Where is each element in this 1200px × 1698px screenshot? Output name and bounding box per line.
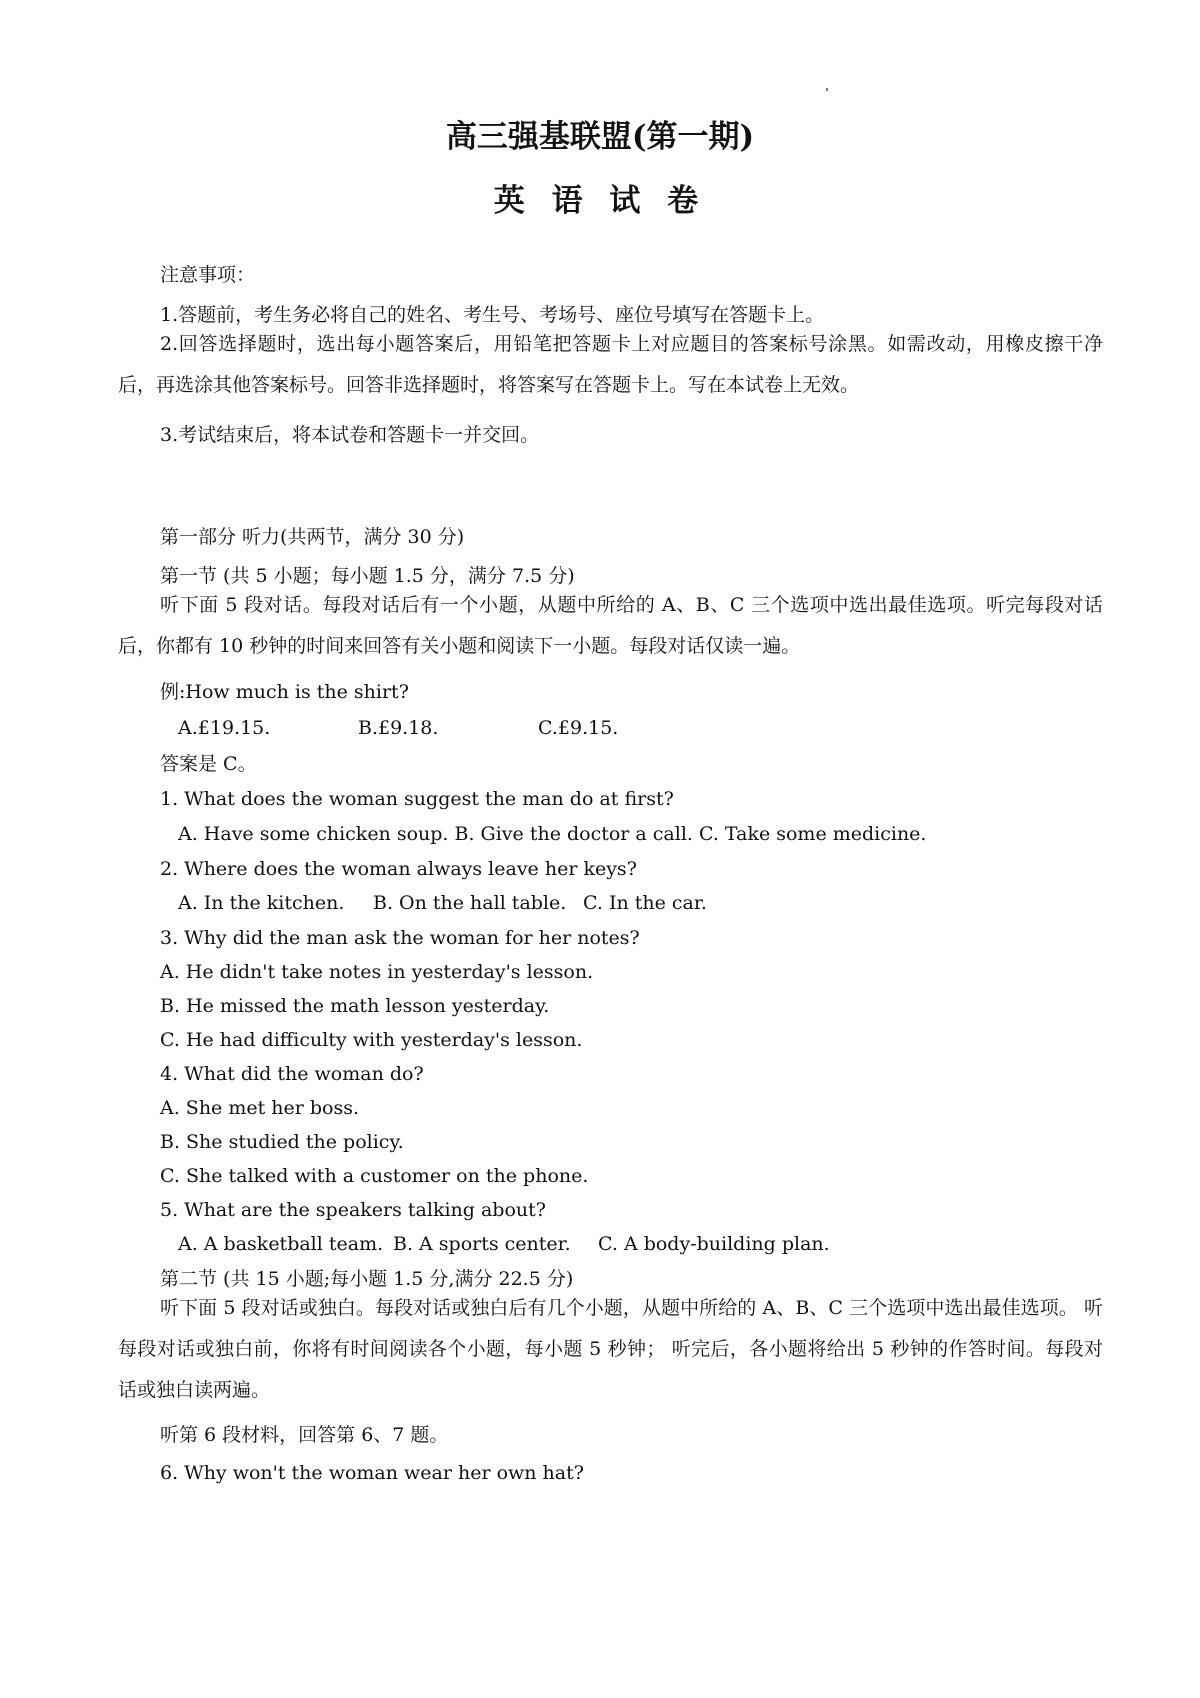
question-3-option-b: B. He missed the math lesson yesterday. — [160, 995, 550, 1017]
scan-dot-mark — [826, 88, 828, 91]
question-2-options — [178, 890, 707, 916]
notice-item-1: 1.答题前，考生务必将自己的姓名、考生号、考场号、座位号填写在答题卡上。 — [160, 304, 825, 326]
question-2: 2. Where does the woman always leave her keys? — [160, 858, 637, 880]
question-3-option-a: A. He didn't take notes in yesterday's lesson. — [160, 961, 594, 983]
notice-heading: 注意事项： — [160, 264, 256, 286]
section2-instructions: 听下面 5 段对话或独白。每段对话或独白后有几个小题，从题中所给的 A、B、C 三个选项中选出最佳选项。 听每段对话或独白前，你将有时间阅读各个小题，每小题 5 秒钟； 听完后，各小题将给出 5 秒钟的作答时间。每段对话或独白读两遍。 — [118, 1297, 1103, 1401]
question-2-option-c: C. In the car. — [583, 892, 707, 914]
question-2-option-b: B. On the hall table. — [373, 892, 567, 914]
example-option-b: B.£9.18. — [358, 717, 439, 739]
example-option-c: C.£9.15. — [538, 717, 619, 739]
example-answer: 答案是 C。 — [160, 753, 257, 775]
question-4-option-b: B. She studied the policy. — [160, 1131, 404, 1153]
question-1: 1. What does the woman suggest the man do at first? — [160, 788, 674, 810]
notice-item-2: 2.回答选择题时，选出每小题答案后，用铅笔把答题卡上对应题目的答案标号涂黑。如需改动，用橡皮擦干净后，再选涂其他答案标号。回答非选择题时，将答案写在答题卡上。写在本试卷上无效。 — [118, 333, 1103, 396]
question-4-option-c: C. She talked with a customer on the phone. — [160, 1165, 589, 1187]
question-2-option-a: A. In the kitchen. — [178, 892, 345, 914]
question-5: 5. What are the speakers talking about? — [160, 1199, 546, 1221]
example-option-a: A.£19.15. — [178, 717, 271, 739]
question-5-options — [178, 1231, 830, 1257]
section1-instructions: 听下面 5 段对话。每段对话后有一个小题，从题中所给的 A、B、C 三个选项中选出最佳选项。听完每段对话后，你都有 10 秒钟的时间来回答有关小题和阅读下一小题。每段对话仅读一遍。 — [118, 594, 1103, 657]
question-4-option-a: A. She met her boss. — [160, 1097, 360, 1119]
section1-heading: 第一节 (共 5 小题；每小题 1.5 分，满分 7.5 分) — [160, 565, 575, 587]
question-1-options: A. Have some chicken soup. B. Give the doctor a call. C. Take some medicine. — [178, 823, 927, 845]
exam-subtitle: 英 语 试 卷 — [493, 183, 707, 219]
exam-title: 高三强基联盟(第一期) — [445, 119, 755, 155]
example-question: 例:How much is the shirt? — [160, 681, 409, 703]
example-options — [178, 715, 618, 741]
notice-item-3: 3.考试结束后，将本试卷和答题卡一并交回。 — [160, 424, 540, 446]
question-5-option-a: A. A basketball team. — [178, 1233, 384, 1255]
question-3-option-c: C. He had difficulty with yesterday's lesson. — [160, 1029, 583, 1051]
question-3: 3. Why did the man ask the woman for her notes? — [160, 927, 640, 949]
question-5-option-b: B. A sports center. — [393, 1233, 571, 1255]
question-5-option-c: C. A body-building plan. — [598, 1233, 830, 1255]
question-4: 4. What did the woman do? — [160, 1063, 424, 1085]
material-6-heading: 听第 6 段材料，回答第 6、7 题。 — [160, 1424, 449, 1446]
section2-heading: 第二节 (共 15 小题;每小题 1.5 分,满分 22.5 分) — [160, 1268, 574, 1290]
part1-heading: 第一部分 听力(共两节，满分 30 分) — [160, 526, 465, 548]
question-6: 6. Why won't the woman wear her own hat? — [160, 1462, 584, 1484]
